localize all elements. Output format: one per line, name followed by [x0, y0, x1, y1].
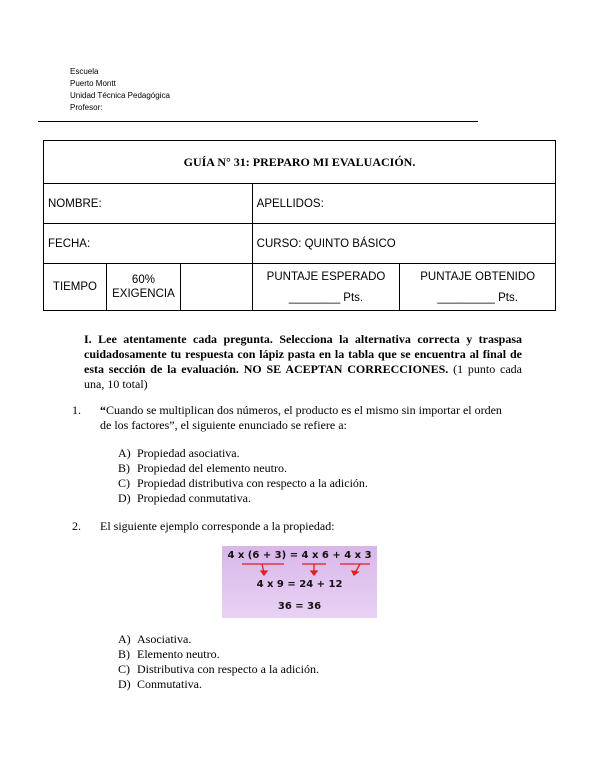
expected-score-blank: ________ Pts.: [288, 291, 364, 304]
school-unit: Unidad Técnica Pedagógica: [70, 91, 170, 100]
school-header: [70, 66, 170, 114]
instructions-text: [84, 332, 522, 392]
date-field: FECHA:: [44, 224, 253, 264]
obtained-score-cell: [400, 264, 556, 311]
header-divider: [38, 121, 478, 122]
question-number: 1.: [72, 403, 81, 417]
instructions-block: [72, 332, 522, 392]
option-a: A) Propiedad asociativa.: [118, 446, 240, 460]
time-label: TIEMPO: [52, 281, 98, 293]
teacher-label: Profesor:: [70, 103, 103, 112]
school-name: Escuela: [70, 67, 99, 76]
option-d: D) Conmutativa.: [118, 677, 202, 691]
question-2-options: [118, 632, 319, 692]
school-city: Puerto Montt: [70, 79, 116, 88]
open-quote: “: [100, 403, 106, 417]
name-field: NOMBRE:: [44, 184, 253, 224]
example-line-1: 4 x (6 + 3) = 4 x 6 + 4 x 3: [227, 550, 372, 561]
option-b: B) Elemento neutro.: [118, 647, 220, 661]
option-c: C) Distributiva con respecto a la adición.: [118, 662, 319, 676]
evaluation-info-table: [43, 140, 556, 311]
question-text: El siguiente ejemplo corresponde a la propiedad:: [100, 519, 335, 533]
surname-field: APELLIDOS:: [252, 184, 555, 224]
example-line-2: 4 x 9 = 24 + 12: [256, 579, 343, 590]
question-text: [100, 403, 510, 433]
obtained-score-blank: _________ Pts.: [437, 291, 518, 304]
instructions-points: (1 punto cada una, 10 total): [84, 362, 522, 391]
exigencia-label: EXIGENCIA: [112, 288, 175, 300]
example-line-3: 36 = 36: [277, 601, 322, 612]
guide-title: GUÍA N° 31: PREPARO MI EVALUACIÓN.: [44, 141, 556, 184]
option-c: C) Propiedad distributiva con respecto a la adición.: [118, 476, 368, 490]
distributive-example-image: [222, 546, 377, 618]
time-cell: [44, 264, 107, 311]
blank-cell: [180, 264, 252, 311]
exigencia-cell: [106, 264, 180, 311]
option-d: D) Propiedad conmutativa.: [118, 491, 251, 505]
obtained-score-label: PUNTAJE OBTENIDO: [420, 270, 536, 283]
option-b: B) Propiedad del elemento neutro.: [118, 461, 287, 475]
question-number: 2.: [72, 519, 81, 533]
exigencia-percent: 60%: [131, 274, 155, 286]
option-a: A) Asociativa.: [118, 632, 192, 646]
expected-score-cell: [252, 264, 400, 311]
instructions-bold: I. Lee atentamente cada pregunta. Selecciona la alternativa correcta y traspasa cuidadosamente tu respuesta con lápiz pasta en la tabla que se encuentra al final de esta sección de la evaluación. NO SE ACEPTAN CORRECCIONES.: [84, 332, 522, 376]
expected-score-label: PUNTAJE ESPERADO: [266, 270, 386, 283]
question-1-options: [118, 446, 368, 506]
course-field: CURSO: QUINTO BÁSICO: [252, 224, 555, 264]
example-arrows: [222, 562, 377, 576]
question-1-body: Cuando se multiplican dos números, el producto es el mismo sin importar el orden de los factores”, el siguiente enunciado se refiere a:: [100, 403, 502, 432]
